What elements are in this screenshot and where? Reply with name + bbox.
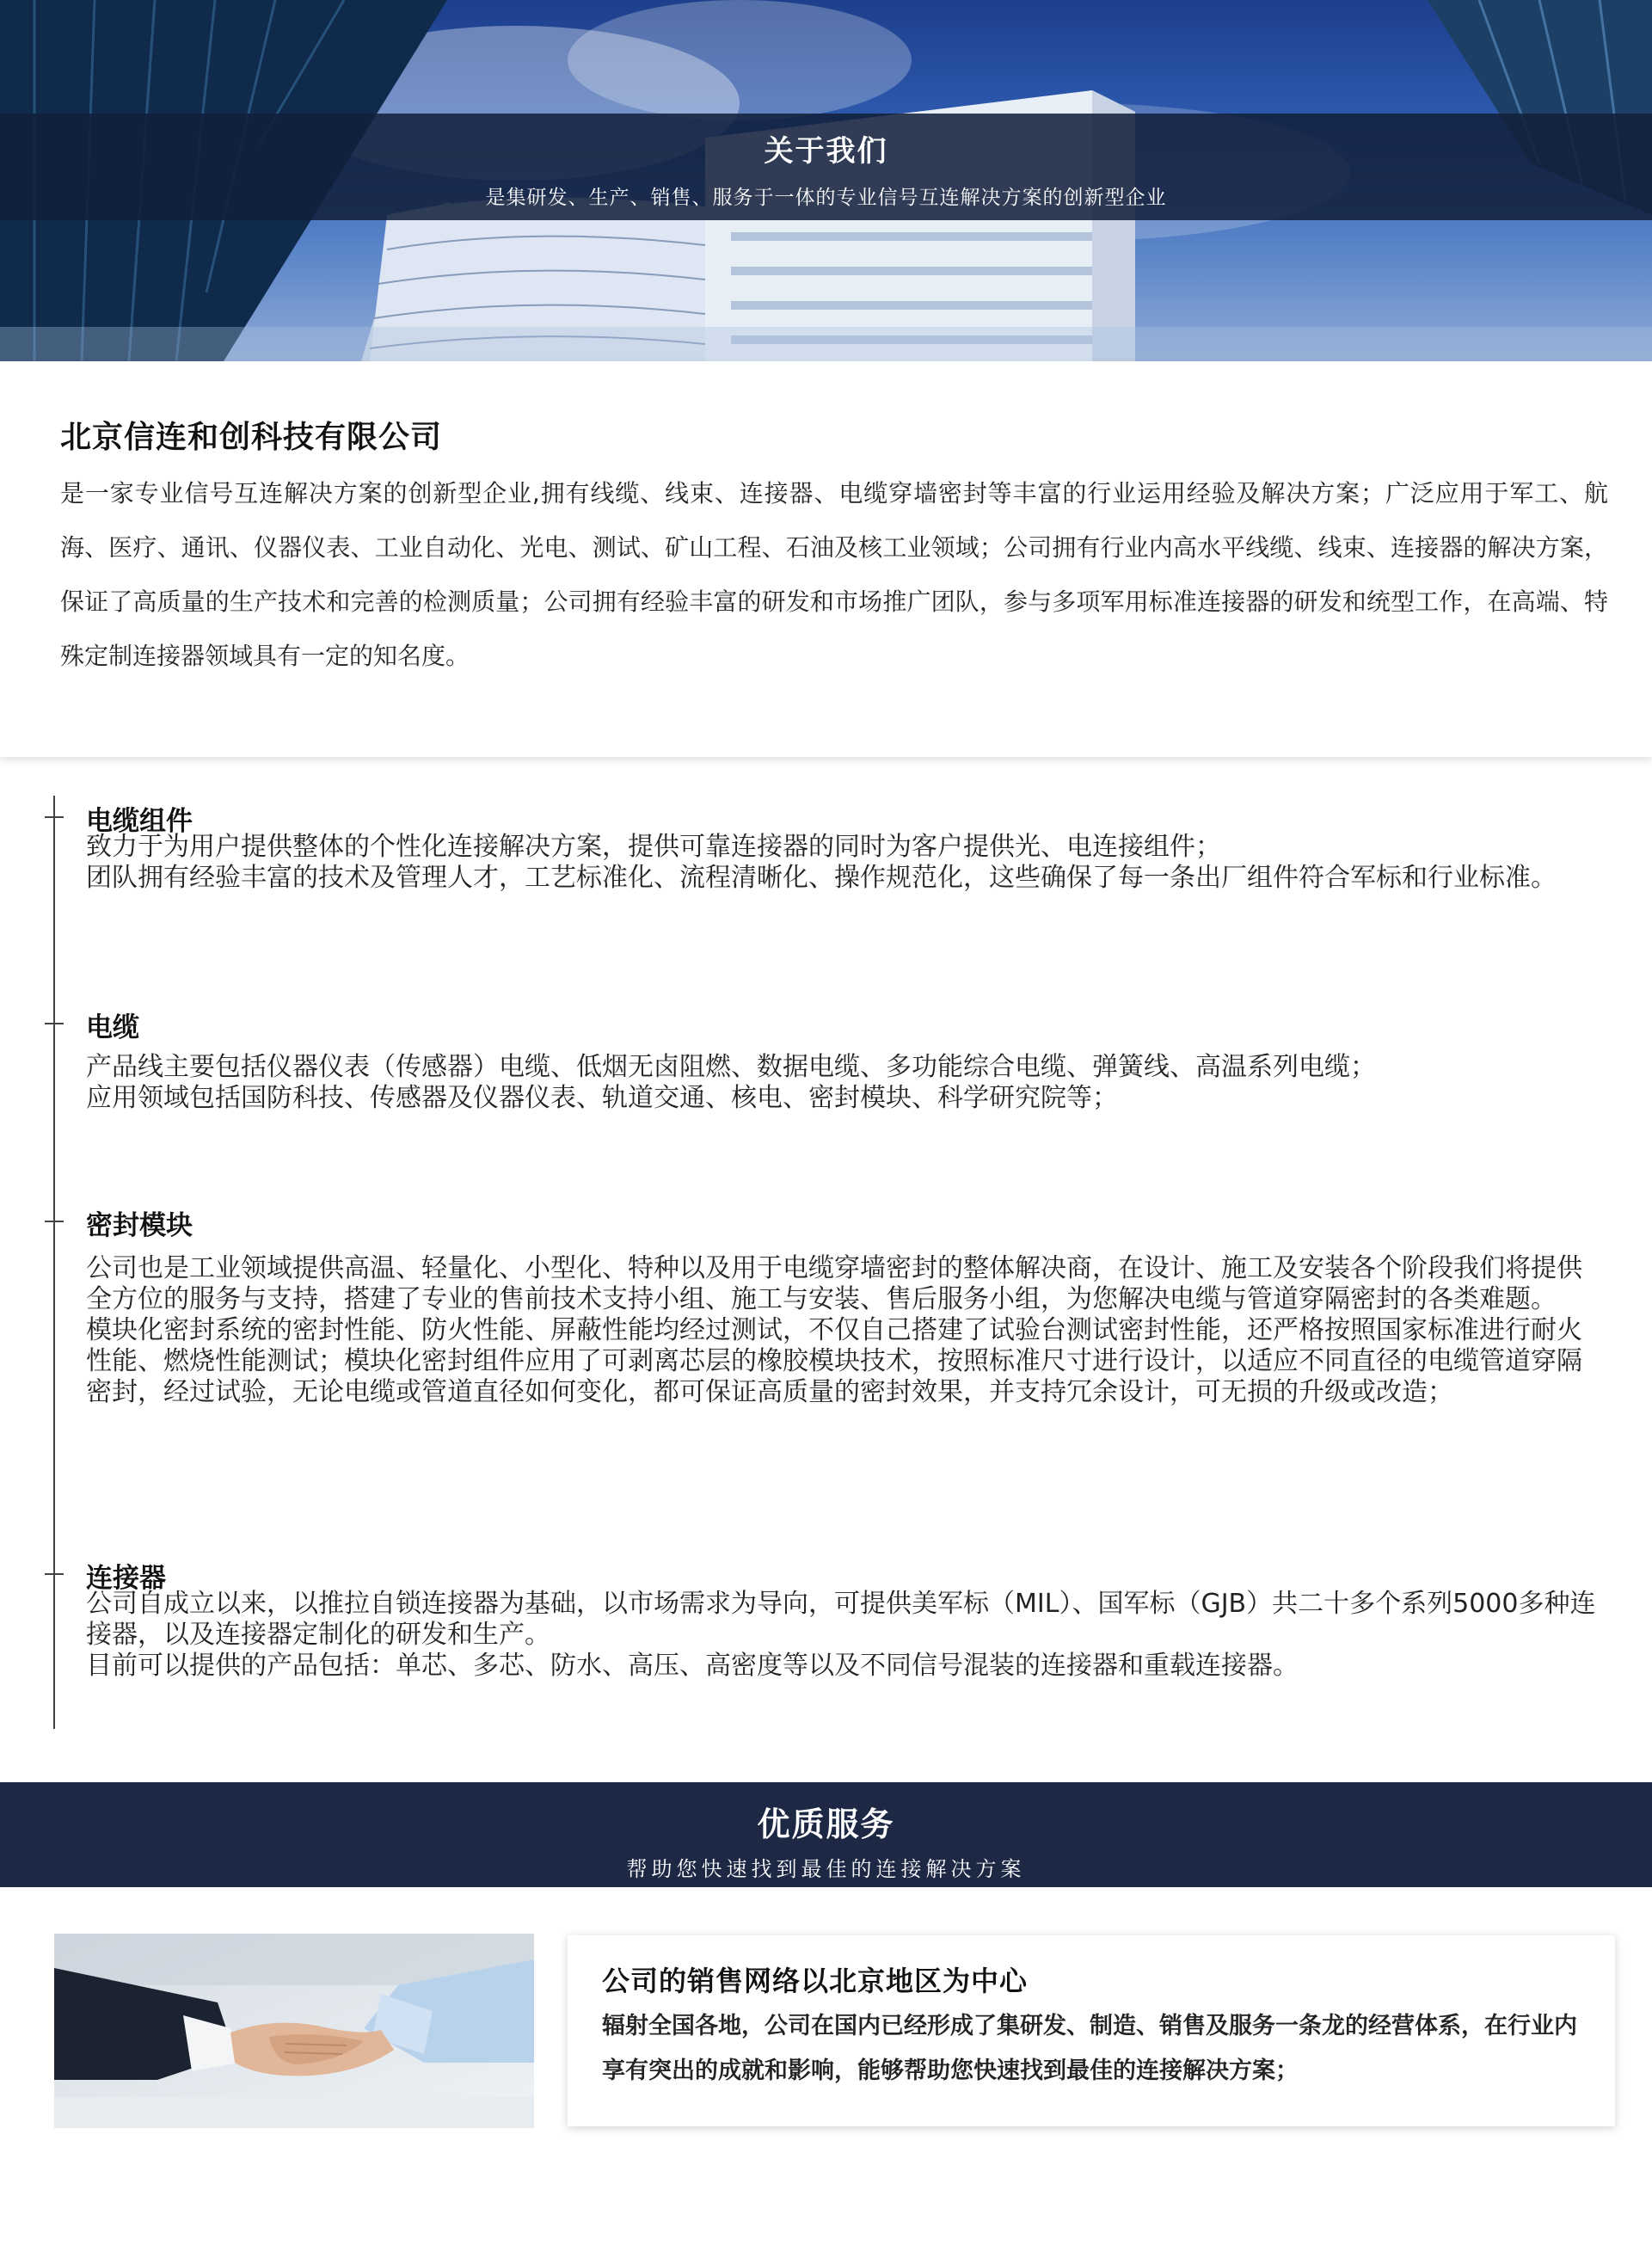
timeline-body bbox=[86, 1253, 1600, 1408]
timeline-line bbox=[53, 796, 55, 1729]
timeline-body bbox=[86, 1589, 1600, 1682]
handshake-photo bbox=[54, 1934, 534, 2128]
timeline-tick bbox=[45, 1221, 64, 1222]
services-title: 优质服务 bbox=[757, 1805, 895, 1843]
company-description: 是一家专业信号互连解决方案的创新型企业,拥有线缆、线束、连接器、电缆穿墙密封等丰富的行业运用经验及解决方案；广泛应用于军工、航海、医疗、通讯、仪器仪表、工业自动化、光电、测试、矿山工程、石油及核工业领域；公司拥有行业内高水平线缆、线束、连接器的解决方案，保证了高质量的生产技术和完善的检测质量；公司拥有经验丰富的研发和市场推广团队，参与多项军用标准连接器的研发和统型工作，在高端、特殊定制连接器领域具有一定的知名度。 bbox=[60, 479, 1608, 670]
timeline-paragraph: 团队拥有经验丰富的技术及管理人才，工艺标准化、流程清晰化、操作规范化，这些确保了每一条出厂组件符合军标和行业标准。 bbox=[86, 863, 1557, 893]
timeline-title: 密封模块 bbox=[86, 1210, 193, 1241]
timeline-paragraph: 产品线主要包括仪器仪表（传感器）电缆、低烟无卤阻燃、数据电缆、多功能综合电缆、弹簧线、高温系列电缆； bbox=[86, 1052, 1376, 1082]
hero-caption-band bbox=[0, 114, 1652, 220]
hero-title: 关于我们 bbox=[764, 134, 888, 169]
company-name: 北京信连和创科技有限公司 bbox=[60, 420, 443, 455]
product-timeline bbox=[0, 796, 1652, 1729]
company-intro-card bbox=[0, 361, 1652, 757]
hero-banner bbox=[0, 0, 1652, 361]
timeline-body bbox=[86, 832, 1600, 894]
timeline-tick bbox=[45, 1573, 64, 1575]
timeline-title: 电缆组件 bbox=[86, 806, 193, 837]
timeline-paragraph: 目前可以提供的产品包括：单芯、多芯、防水、高压、高密度等以及不同信号混装的连接器和重载连接器。 bbox=[86, 1651, 1299, 1681]
network-title: 公司的销售网络以北京地区为中心 bbox=[602, 1965, 1029, 1997]
services-subtitle: 帮助您快速找到最佳的连接解决方案 bbox=[626, 1857, 1026, 1881]
timeline-body bbox=[86, 1052, 1600, 1114]
timeline-paragraph: 致力于为用户提供整体的个性化连接解决方案，提供可靠连接器的同时为客户提供光、电连接组件； bbox=[86, 832, 1221, 862]
timeline-title: 连接器 bbox=[86, 1563, 166, 1594]
timeline-title: 电缆 bbox=[86, 1012, 139, 1043]
handshake-illustration bbox=[54, 1934, 534, 2128]
timeline-tick bbox=[45, 816, 64, 818]
hero-subtitle: 是集研发、生产、销售、服务于一体的专业信号互连解决方案的创新型企业 bbox=[485, 187, 1167, 209]
timeline-paragraph: 模块化密封系统的密封性能、防火性能、屏蔽性能均经过测试，不仅自己搭建了试验台测试密封性能，还严格按照国家标准进行耐火性能、燃烧性能测试；模块化密封组件应用了可剥离芯层的橡胶模块技术，按照标准尺寸进行设计，以适应不同直径的电缆管道穿隔密封，经过试验，无论电缆或管道直径如何变化，都可保证高质量的密封效果，并支持冗余设计，可无损的升级或改造； bbox=[86, 1315, 1582, 1407]
timeline-paragraph: 应用领域包括国防科技、传感器及仪器仪表、轨道交通、核电、密封模块、科学研究院等； bbox=[86, 1083, 1118, 1113]
services-band bbox=[0, 1782, 1652, 1887]
timeline-paragraph: 公司也是工业领域提供高温、轻量化、小型化、特种以及用于电缆穿墙密封的整体解决商，在设计、施工及安装各个阶段我们将提供全方位的服务与支持，搭建了专业的售前技术支持小组、施工与安装、售后服务小组，为您解决电缆与管道穿隔密封的各类难题。 bbox=[86, 1253, 1582, 1314]
timeline-paragraph: 公司自成立以来，以推拉自锁连接器为基础，以市场需求为导向，可提供美军标（MIL）、国军标（GJB）共二十多个系列5000多种连接器，以及连接器定制化的研发和生产。 bbox=[86, 1589, 1596, 1650]
sales-network-card bbox=[568, 1935, 1615, 2126]
timeline-tick bbox=[45, 1023, 64, 1024]
network-description: 辐射全国各地，公司在国内已经形成了集研发、制造、销售及服务一条龙的经营体系，在行业内享有突出的成就和影响，能够帮助您快速找到最佳的连接解决方案； bbox=[602, 2013, 1577, 2084]
